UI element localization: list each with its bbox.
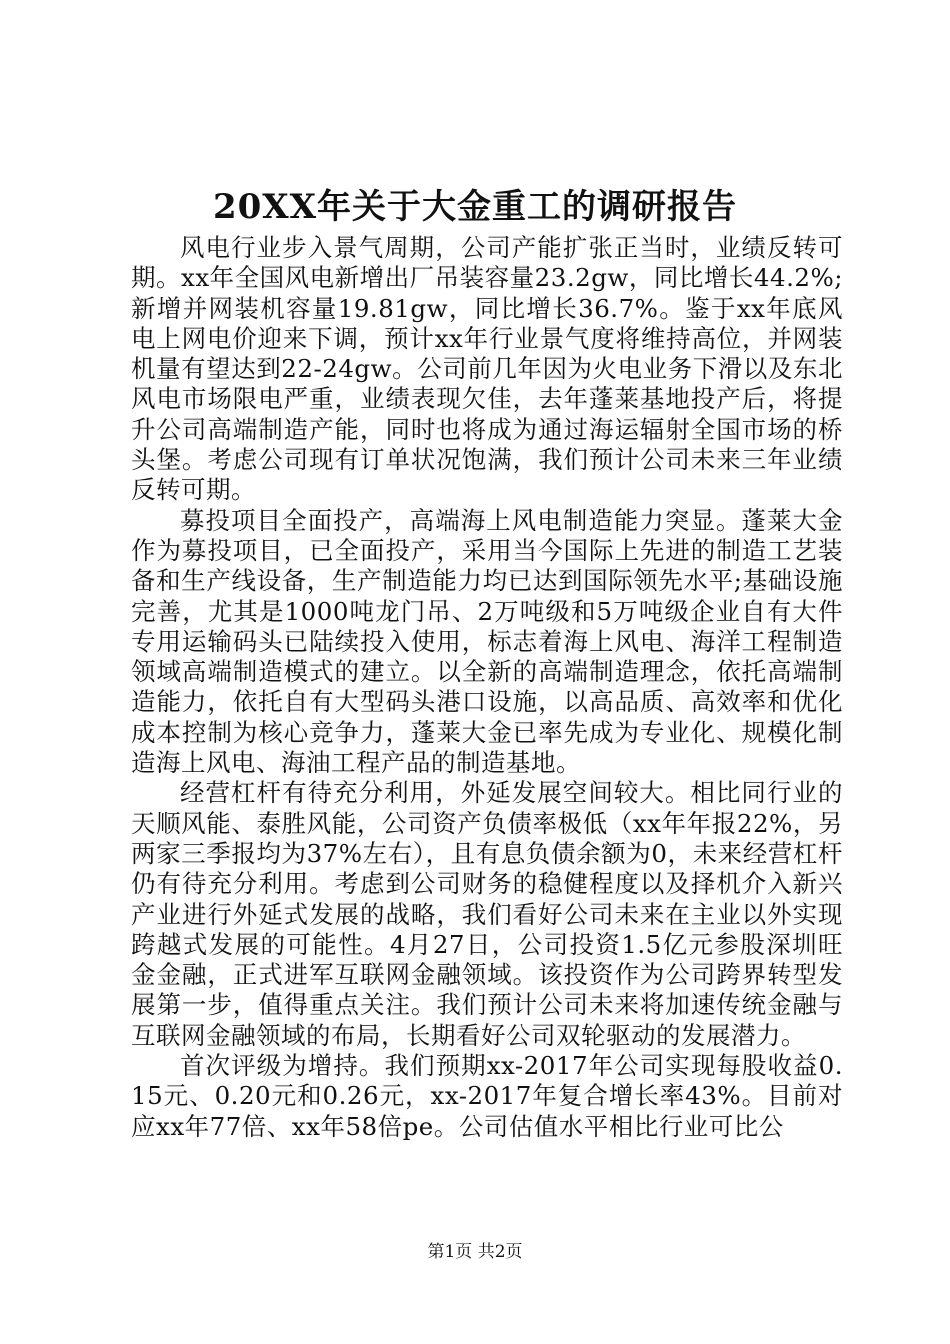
page-footer: 第1页 共2页 bbox=[427, 1242, 523, 1262]
paragraph-rating: 首次评级为增持。我们预期xx-2017年公司实现每股收益0.15元、0.20元和0.26元，xx-2017年复合增长率43%。目前对应xx年77倍、xx年58倍pe。公司估值水平相比行业可比公 bbox=[131, 1051, 843, 1141]
paragraph-operating-leverage: 经营杠杆有待充分利用，外延发展空间较大。相比同行业的天顺风能、泰胜风能，公司资产负债率极低（xx年年报22%，另两家三季报均为37%左右），且有息负债余额为0，未来经营杠杆仍有待充分利用。考虑到公司财务的稳健程度以及择机介入新兴产业进行外延式发展的战略，我们看好公司未来在主业以外实现跨越式发展的可能性。4月27日，公司投资1.5亿元参股深圳旺金金融，正式进军互联网金融领域。该投资作为公司跨界转型发展第一步，值得重点关注。我们预计公司未来将加速传统金融与互联网金融领域的布局，长期看好公司双轮驱动的发展潜力。 bbox=[131, 778, 843, 1050]
paragraph-industry-outlook: 风电行业步入景气周期，公司产能扩张正当时，业绩反转可期。xx年全国风电新增出厂吊装容量23.2gw，同比增长44.2%;新增并网装机容量19.81gw，同比增长36.7%。鉴于xx年底风电上网电价迎来下调，预计xx年行业景气度将维持高位，并网装机量有望达到22-24gw。公司前几年因为火电业务下滑以及东北风电市场限电严重，业绩表现欠佳，去年蓬莱基地投产后，将提升公司高端制造产能，同时也将成为通过海运辐射全国市场的桥头堡。考虑公司现有订单状况饱满，我们预计公司未来三年业绩反转可期。 bbox=[131, 233, 843, 505]
paragraph-fundraising-project: 募投项目全面投产，高端海上风电制造能力突显。蓬莱大金作为募投项目，已全面投产，采用当今国际上先进的制造工艺装备和生产线设备，生产制造能力均已达到国际领先水平;基础设施完善，尤其是1000吨龙门吊、2万吨级和5万吨级企业自有大件专用运输码头已陆续投入使用，标志着海上风电、海洋工程制造领域高端制造模式的建立。以全新的高端制造理念，依托高端制造能力，依托自有大型码头港口设施，以高品质、高效率和优化成本控制为核心竞争力，蓬莱大金已率先成为专业化、规模化制造海上风电、海油工程产品的制造基地。 bbox=[131, 505, 843, 778]
document-title: 20XX年关于大金重工的调研报告 bbox=[212, 187, 738, 227]
document-body bbox=[131, 233, 843, 1142]
